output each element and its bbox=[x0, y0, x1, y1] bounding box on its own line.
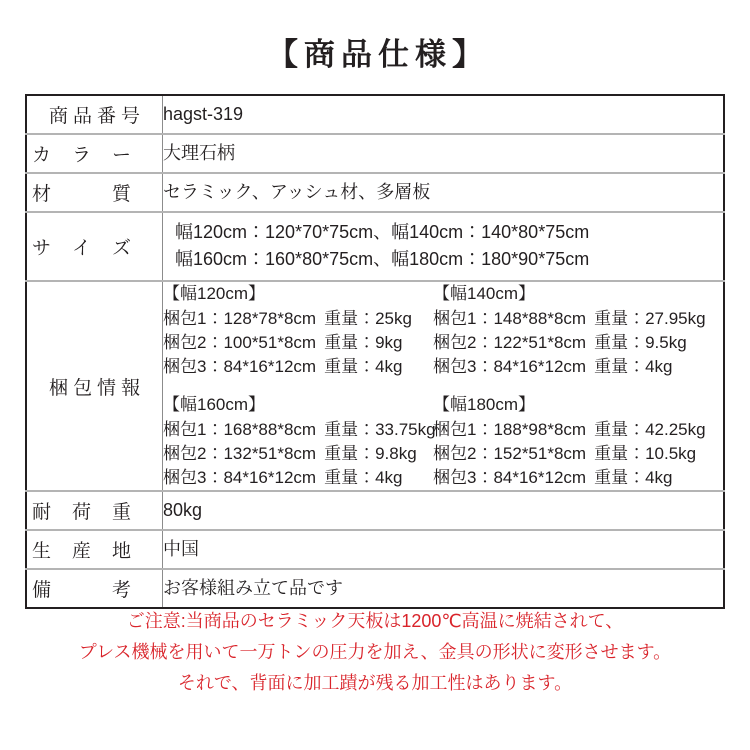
packing-item bbox=[433, 331, 723, 355]
spec-table bbox=[25, 94, 725, 609]
packing-item-size: 梱包1：188*98*8cm bbox=[433, 419, 587, 439]
packing-item-weight: 重量：4kg bbox=[594, 357, 673, 377]
packing-item bbox=[433, 307, 723, 331]
packing-item bbox=[433, 418, 723, 442]
packing-block-180 bbox=[433, 393, 723, 491]
label-char: 重 bbox=[111, 502, 131, 523]
packing-item-weight: 重量：4kg bbox=[324, 467, 403, 487]
table-row-color bbox=[26, 134, 724, 173]
label-char: 質 bbox=[111, 184, 131, 205]
packing-item-weight: 重量：10.5kg bbox=[594, 443, 697, 463]
row-label-product-number bbox=[26, 95, 163, 134]
label-char: ラ bbox=[71, 145, 91, 166]
label-char: 耐 bbox=[32, 502, 52, 523]
label-char: 地 bbox=[111, 541, 131, 562]
packing-block-header: 【幅140cm】 bbox=[433, 284, 536, 303]
packing-item bbox=[163, 331, 433, 355]
label-char: 産 bbox=[71, 541, 91, 562]
packing-item-size: 梱包2：132*51*8cm bbox=[163, 443, 317, 463]
packing-item-weight: 重量：42.25kg bbox=[594, 419, 706, 439]
row-label-text bbox=[27, 179, 131, 206]
packing-block-140 bbox=[433, 282, 723, 380]
packing-item-weight: 重量：4kg bbox=[594, 467, 673, 487]
row-value-color: 大理石柄 bbox=[163, 134, 725, 173]
packing-item-weight: 重量：4kg bbox=[324, 357, 403, 377]
packing-block-160 bbox=[163, 393, 436, 491]
size-line-2: 幅160cm：160*80*75cm、幅180cm：180*90*75cm bbox=[175, 249, 590, 269]
row-value-note: お客様組み立て品です bbox=[163, 569, 725, 608]
row-label-packing bbox=[26, 281, 163, 491]
packing-item bbox=[433, 355, 723, 379]
packing-block-header: 【幅180cm】 bbox=[433, 394, 536, 414]
row-label-text bbox=[27, 233, 131, 260]
packing-item bbox=[163, 418, 436, 442]
row-label-text bbox=[27, 575, 131, 602]
spec-table-body bbox=[26, 95, 724, 608]
row-label-note bbox=[26, 569, 163, 608]
row-value-load-capacity: 80kg bbox=[163, 491, 725, 530]
packing-block-header: 【幅160cm】 bbox=[163, 394, 266, 414]
packing-item bbox=[163, 307, 433, 331]
label-char: 考 bbox=[111, 580, 131, 601]
label-char: イ bbox=[71, 238, 91, 259]
packing-block-header: 【幅120cm】 bbox=[163, 284, 266, 303]
caution-line-3: それで、背面に加工蹟が残る加工性はあります。 bbox=[177, 672, 573, 693]
size-line-1: 幅120cm：120*70*75cm、幅140cm：140*80*75cm bbox=[175, 222, 590, 242]
table-row-size bbox=[26, 212, 724, 281]
table-row-origin bbox=[26, 530, 724, 569]
row-label-text: 梱包情報 bbox=[48, 377, 145, 399]
table-row-load-capacity bbox=[26, 491, 724, 530]
row-label-text bbox=[27, 536, 131, 563]
label-char: 備 bbox=[32, 580, 52, 601]
caution-text bbox=[0, 606, 750, 699]
packing-item-weight: 重量：9kg bbox=[324, 333, 403, 353]
packing-item-weight: 重量：9.5kg bbox=[594, 333, 687, 353]
packing-item-size: 梱包1：148*88*8cm bbox=[433, 309, 587, 329]
label-char: ズ bbox=[111, 238, 131, 259]
packing-item-weight: 重量：9.8kg bbox=[324, 443, 417, 463]
row-value-product-number: hagst-319 bbox=[163, 95, 725, 134]
packing-item-size: 梱包3：84*16*12cm bbox=[433, 467, 587, 487]
packing-item bbox=[163, 466, 433, 490]
packing-block-120 bbox=[163, 282, 433, 380]
table-row-packing bbox=[26, 281, 724, 491]
row-label-text bbox=[27, 497, 131, 524]
spec-table-container bbox=[25, 94, 725, 609]
row-label-text bbox=[27, 140, 131, 167]
row-value-origin: 中国 bbox=[163, 530, 725, 569]
packing-item bbox=[433, 466, 723, 490]
packing-item bbox=[163, 355, 433, 379]
row-value-size bbox=[163, 212, 725, 281]
packing-item-weight: 重量：25kg bbox=[324, 309, 412, 329]
page-title: 【商品仕様】 bbox=[267, 37, 489, 72]
row-label-color bbox=[26, 134, 163, 173]
caution-line-1: ご注意:当商品のセラミック天板は1200℃高温に焼結されて、 bbox=[126, 611, 624, 631]
row-value-packing bbox=[163, 281, 725, 491]
row-label-material bbox=[26, 173, 163, 212]
row-label-size bbox=[26, 212, 163, 281]
packing-grid bbox=[163, 282, 723, 490]
packing-item-size: 梱包2：152*51*8cm bbox=[433, 443, 587, 463]
table-row-note bbox=[26, 569, 724, 608]
row-label-origin bbox=[26, 530, 163, 569]
packing-item-size: 梱包2：100*51*8cm bbox=[163, 333, 317, 353]
label-char: サ bbox=[32, 238, 52, 259]
packing-item-size: 梱包3：84*16*12cm bbox=[163, 357, 317, 377]
label-char: 荷 bbox=[71, 502, 91, 523]
table-row-material bbox=[26, 173, 724, 212]
packing-item-weight: 重量：33.75kg bbox=[324, 419, 436, 439]
label-char: ー bbox=[111, 145, 131, 166]
row-value-material: セラミック、アッシュ材、多層板 bbox=[163, 173, 725, 212]
packing-item-weight: 重量：27.95kg bbox=[594, 309, 706, 329]
packing-item-size: 梱包1：168*88*8cm bbox=[163, 419, 317, 439]
packing-item bbox=[433, 442, 723, 466]
packing-item-size: 梱包2：122*51*8cm bbox=[433, 333, 587, 353]
packing-item-size: 梱包3：84*16*12cm bbox=[163, 467, 317, 487]
packing-item-size: 梱包3：84*16*12cm bbox=[433, 357, 587, 377]
row-label-load-capacity bbox=[26, 491, 163, 530]
packing-item bbox=[163, 442, 433, 466]
label-char: 生 bbox=[32, 541, 52, 562]
table-row-product-number bbox=[26, 95, 724, 134]
row-label-text: 商品番号 bbox=[48, 106, 145, 127]
caution-line-2: プレス機械を用いて一万トンの圧力を加え、金具の形状に変形させます。 bbox=[78, 641, 672, 662]
label-char: 材 bbox=[32, 184, 52, 205]
label-char: カ bbox=[32, 145, 52, 166]
packing-item-size: 梱包1：128*78*8cm bbox=[163, 309, 317, 329]
